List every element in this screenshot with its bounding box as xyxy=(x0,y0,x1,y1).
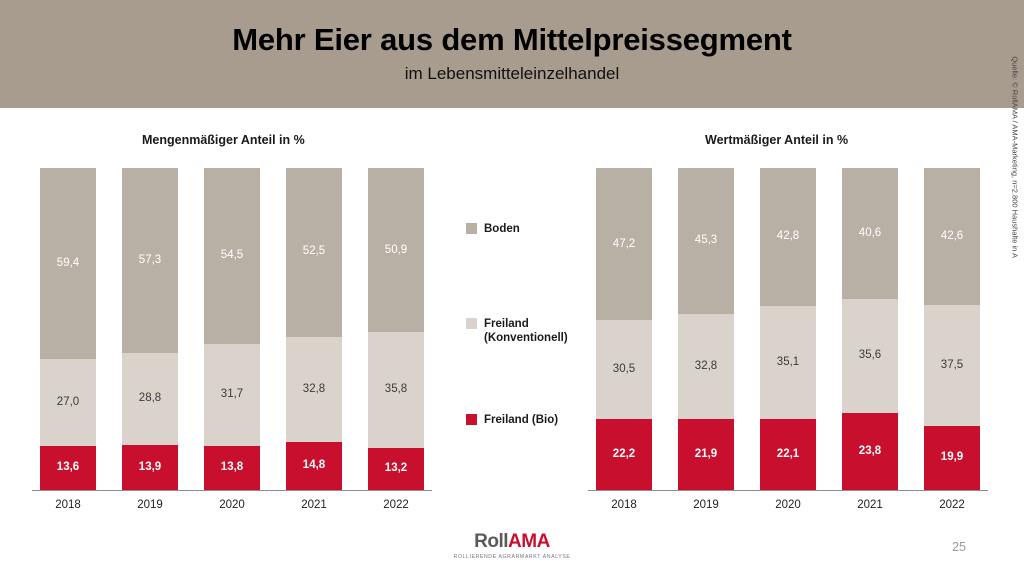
bar-value-label: 37,5 xyxy=(940,358,964,371)
bar-value-label: 13,8 xyxy=(220,461,244,474)
bar-value-label: 13,6 xyxy=(56,461,80,474)
logo-ama-text: AMA xyxy=(508,531,550,552)
bar-value-label: 59,4 xyxy=(56,256,80,269)
bar-segment-bio xyxy=(596,419,652,490)
bar-value-label: 35,6 xyxy=(858,349,882,362)
logo-wordmark xyxy=(0,531,1024,553)
bar-value-label: 42,8 xyxy=(776,230,800,243)
x-axis-tick-label: 2022 xyxy=(383,499,409,511)
x-axis-tick-label: 2020 xyxy=(219,499,245,511)
bar-value-label: 54,5 xyxy=(220,249,244,262)
x-axis-line xyxy=(588,490,988,491)
x-axis-tick-label: 2019 xyxy=(693,499,719,511)
bar-segment-boden xyxy=(842,168,898,299)
bar-segment-freiland xyxy=(842,299,898,414)
page-title: Mehr Eier aus dem Mittelpreissegment xyxy=(232,22,792,58)
legend-label-boden: Boden xyxy=(484,223,520,235)
bar-value-label: 21,9 xyxy=(694,447,718,460)
source-note: Quelle: © RollAMA / AMA-Marketing, n=2.800 Haushalte in A xyxy=(1011,56,1020,258)
bar-value-label: 52,5 xyxy=(302,245,326,258)
legend-item-boden xyxy=(466,222,520,236)
bar-value-label: 13,9 xyxy=(138,460,162,473)
bar-stack xyxy=(760,168,816,490)
logo-tagline: ROLLIERENDE AGRARMARKT ANALYSE xyxy=(453,554,571,560)
bar-value-label: 28,8 xyxy=(138,392,162,405)
bar-segment-boden xyxy=(760,168,816,306)
chart-title-menge: Mengenmäßiger Anteil in % xyxy=(142,133,305,147)
bar-segment-bio xyxy=(760,419,816,490)
x-axis-tick-label: 2021 xyxy=(301,499,327,511)
logo-roll-text: Roll xyxy=(474,531,509,552)
bar-value-label: 35,1 xyxy=(776,355,800,368)
bar-segment-bio xyxy=(842,413,898,490)
bar-value-label: 27,0 xyxy=(56,396,80,408)
bar-segment-freiland xyxy=(924,305,980,426)
bar-value-label: 22,2 xyxy=(612,447,636,460)
bar-stack xyxy=(596,168,652,490)
x-axis-tick-label: 2019 xyxy=(137,499,163,511)
bar-segment-freiland xyxy=(596,320,652,418)
bar-segment-bio xyxy=(924,426,980,490)
bar-segment-boden xyxy=(924,168,980,305)
bar-value-label: 32,8 xyxy=(302,382,326,395)
legend-swatch-freiland-icon xyxy=(466,318,477,329)
bar-value-label: 35,8 xyxy=(384,383,408,396)
legend-label-bio: Freiland (Bio) xyxy=(484,414,559,426)
bar-value-label: 45,3 xyxy=(694,234,718,247)
bar-value-label: 32,8 xyxy=(694,359,718,372)
legend-item-freiland-konventionell xyxy=(466,317,568,346)
bar-value-label: 40,6 xyxy=(858,226,882,239)
x-axis-tick-label: 2020 xyxy=(775,499,801,511)
bar-value-label: 47,2 xyxy=(612,237,636,250)
bar-value-label: 57,3 xyxy=(138,253,162,266)
bar-value-label: 30,5 xyxy=(612,362,636,375)
x-axis-tick-label: 2021 xyxy=(857,499,883,511)
x-axis-tick-label: 2022 xyxy=(939,499,965,511)
bar-value-label: 22,1 xyxy=(776,447,800,460)
page-number: 25 xyxy=(952,540,966,554)
bar-value-label: 50,9 xyxy=(384,243,408,256)
x-axis-tick-label: 2018 xyxy=(55,499,81,511)
chart-title-wert: Wertmäßiger Anteil in % xyxy=(705,133,849,147)
bar-value-label: 13,2 xyxy=(384,462,408,474)
legend-swatch-boden-icon xyxy=(466,223,477,234)
bar-value-label: 42,6 xyxy=(940,229,964,242)
bar-value-label: 14,8 xyxy=(302,459,326,472)
legend-label-freiland-line1: Freiland xyxy=(484,318,529,330)
bar-value-label: 19,9 xyxy=(940,451,964,464)
bar-stack xyxy=(678,168,734,490)
rollama-logo xyxy=(0,531,1024,560)
legend-label-freiland-line2: (Konventionell) xyxy=(484,332,568,345)
x-axis-tick-label: 2018 xyxy=(611,499,637,511)
legend-swatch-bio-icon xyxy=(466,414,477,425)
page-subtitle: im Lebensmitteleinzelhandel xyxy=(404,63,620,83)
bar-segment-bio xyxy=(678,419,734,490)
bar-segment-freiland xyxy=(678,314,734,420)
legend-item-freiland-bio xyxy=(466,413,558,427)
bar-stack xyxy=(924,168,980,490)
bar-segment-boden xyxy=(678,168,734,314)
bar-value-label: 31,7 xyxy=(220,387,244,400)
bar-segment-boden xyxy=(596,168,652,320)
bar-segment-freiland xyxy=(760,306,816,419)
bar-stack xyxy=(842,168,898,490)
bar-value-label: 23,8 xyxy=(858,444,882,457)
